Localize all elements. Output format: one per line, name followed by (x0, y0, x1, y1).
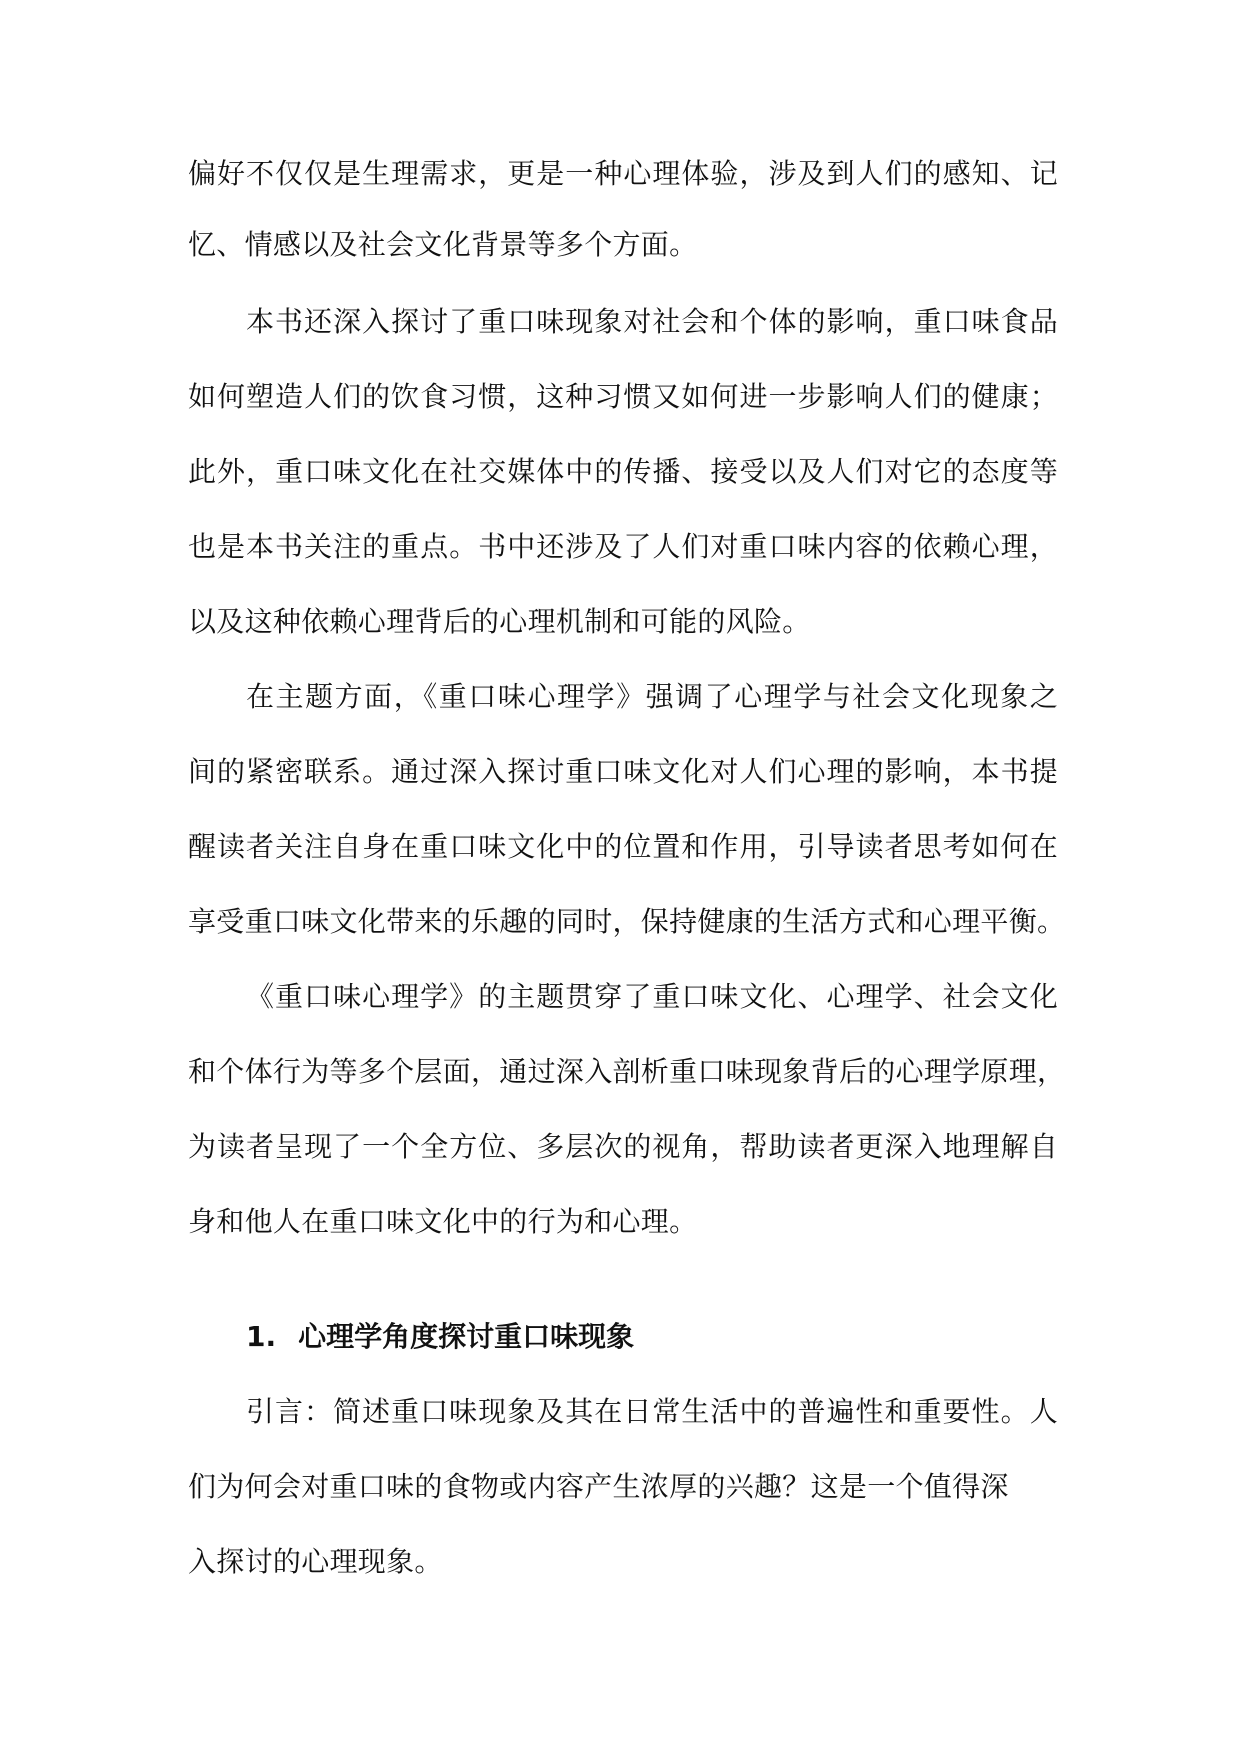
section-heading (246, 1317, 634, 1357)
intro-line: 们为何会对重口味的食物或内容产生浓厚的兴趣？这是一个值得深 (188, 1470, 1009, 1503)
paragraph-line: 《重口味心理学》的主题贯穿了重口味文化、心理学、社会文化 (246, 980, 1058, 1013)
section-number: 1. (246, 1320, 277, 1353)
paragraph-line: 醒读者关注自身在重口味文化中的位置和作用，引导读者思考如何在 (188, 830, 1058, 863)
paragraph-line: 以及这种依赖心理背后的心理机制和可能的风险。 (188, 605, 811, 638)
paragraph-line: 为读者呈现了一个全方位、多层次的视角，帮助读者更深入地理解自 (188, 1130, 1058, 1163)
paragraph-line: 此外，重口味文化在社交媒体中的传播、接受以及人们对它的态度等 (188, 455, 1058, 488)
paragraph-line: 本书还深入探讨了重口味现象对社会和个体的影响，重口味食品 (246, 305, 1058, 338)
paragraph-line: 身和他人在重口味文化中的行为和心理。 (188, 1205, 698, 1238)
paragraph-line: 间的紧密联系。通过深入探讨重口味文化对人们心理的影响，本书提 (188, 755, 1058, 788)
paragraph-line: 偏好不仅仅是生理需求，更是一种心理体验，涉及到人们的感知、记 (188, 157, 1058, 190)
paragraph-line: 在主题方面，《重口味心理学》强调了心理学与社会文化现象之 (246, 680, 1058, 713)
section-title: 心理学角度探讨重口味现象 (298, 1320, 635, 1353)
paragraph-line: 忆、情感以及社会文化背景等多个方面。 (188, 228, 698, 261)
intro-line: 引言：简述重口味现象及其在日常生活中的普遍性和重要性。人 (246, 1395, 1058, 1428)
paragraph-line: 和个体行为等多个层面，通过深入剖析重口味现象背后的心理学原理， (188, 1055, 1066, 1088)
intro-line: 入探讨的心理现象。 (188, 1545, 443, 1578)
paragraph-line: 享受重口味文化带来的乐趣的同时，保持健康的生活方式和心理平衡。 (188, 905, 1066, 938)
paragraph-line: 也是本书关注的重点。书中还涉及了人们对重口味内容的依赖心理， (188, 530, 1058, 563)
paragraph-line: 如何塑造人们的饮食习惯，这种习惯又如何进一步影响人们的健康； (188, 380, 1058, 413)
